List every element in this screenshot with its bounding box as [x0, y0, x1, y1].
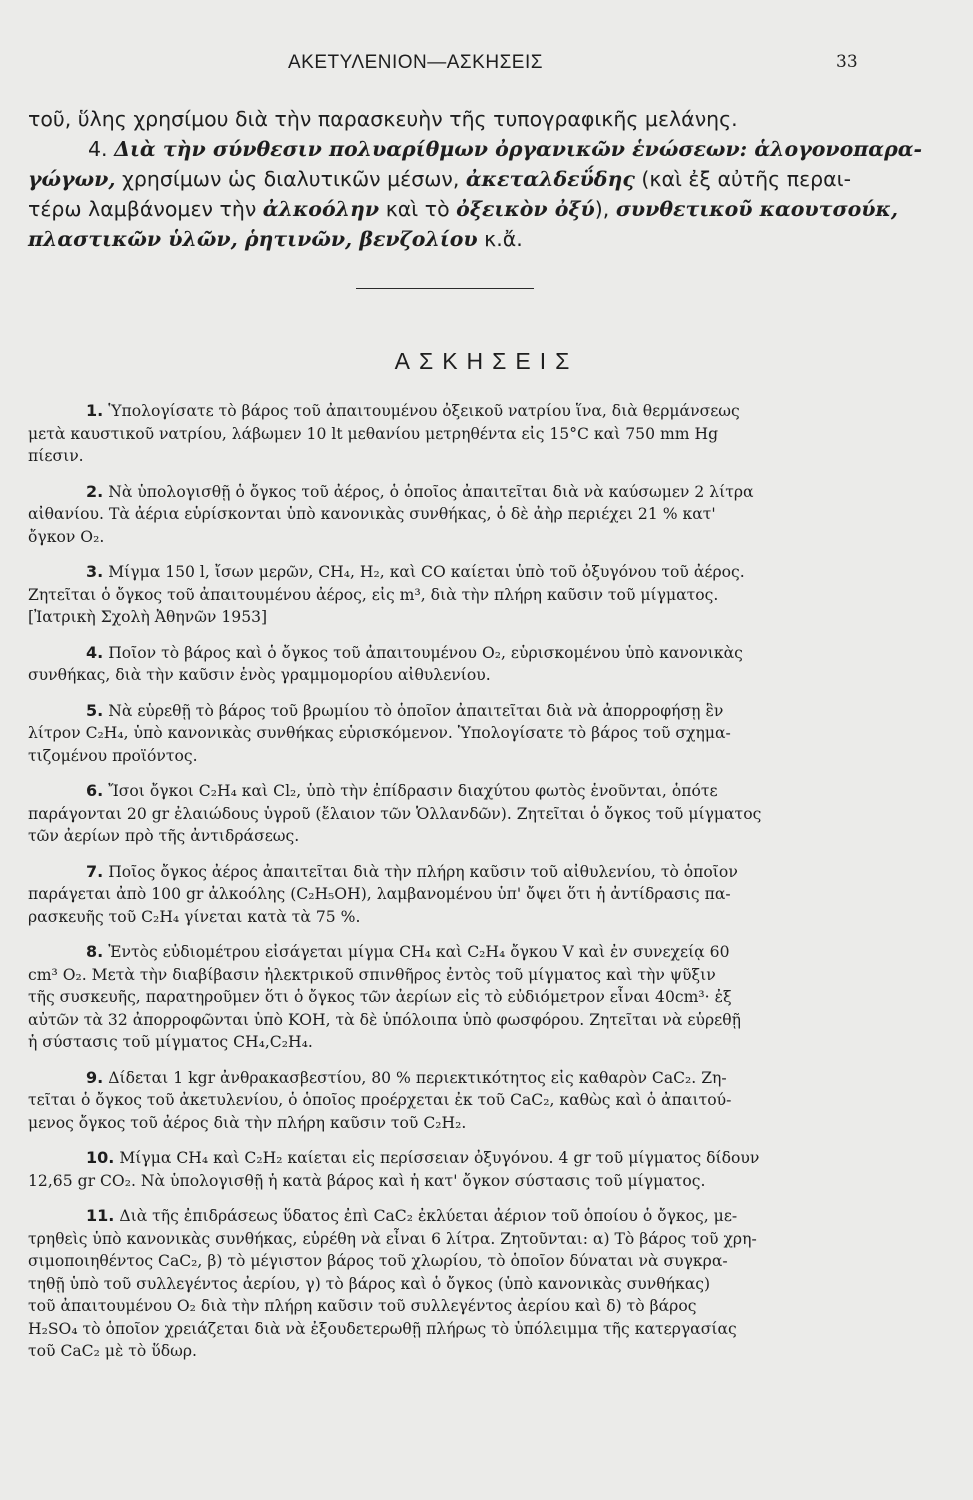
intro-text: ), [594, 197, 616, 221]
exercise-line [28, 561, 868, 584]
exercise-line: τῶν ἀερίων πρὸ τῆς ἀντιδράσεως. [28, 827, 300, 845]
exercise-line: τῆς συσκευῆς, παρατηροῦμεν ὅτι ὁ ὄγκος τῶν ἀερίων εἰς τὸ εὐδιόμετρον εἶναι 40cm³· ἐξ [28, 988, 732, 1006]
exercise-text: Νὰ ὑπολογισθῇ ὁ ὄγκος τοῦ ἀέρος, ὁ ὁποῖος ἀπαιτεῖται διὰ νὰ καύσωμεν 2 λίτρα [108, 482, 754, 501]
exercise-line: ρασκευῆς τοῦ C₂H₄ γίνεται κατὰ τὰ 75 %. [28, 907, 361, 926]
exercise-text: Μίγμα CH₄ καὶ C₂H₂ καίεται εἰς περίσσειαν ὀξυγόνου. 4 gr τοῦ μίγματος δίδουν [119, 1149, 760, 1167]
exercise-item [28, 941, 868, 1054]
exercise-item [28, 481, 868, 549]
exercise-number: 7. [86, 861, 104, 881]
intro-term: πλαστικῶν ὑλῶν, ῥητινῶν, βενζολίου [28, 227, 478, 251]
intro-text: (καὶ ἐξ αὐτῆς περαι- [634, 167, 852, 191]
exercise-number: 1. [86, 401, 104, 420]
exercise-item [28, 642, 868, 687]
running-title: ΑΚΕΤΥΛΕΝΙΟΝ—ΑΣΚΗΣΕΙΣ [288, 52, 544, 73]
exercise-text: Δίδεται 1 kgr ἀνθρακασβεστίου, 80 % περιεκτικότητος εἰς καθαρὸν CaC₂. Ζη- [108, 1068, 727, 1087]
exercise-number: 3. [86, 562, 104, 581]
exercise-text: Ὑπολογίσατε τὸ βάρος τοῦ ἀπαιτουμένου ὀξεικοῦ νατρίου ἵνα, διὰ θερμάνσεως [108, 402, 740, 420]
section-heading: ΑΣΚΗΣΕΙΣ [394, 348, 579, 374]
exercise-item [28, 561, 868, 629]
exercise-item [28, 1067, 868, 1135]
exercise-line [28, 1205, 868, 1228]
exercise-line: H₂SO₄ τὸ ὁποῖον χρειάζεται διὰ νὰ ἐξουδετερωθῇ πλήρως τὸ ὑπόλειμμα τῆς κατεργασίας [28, 1319, 737, 1338]
exercise-line: παράγονται 20 gr ἐλαιώδους ὑγροῦ (ἔλαιον τῶν Ὁλλανδῶν). Ζητεῖται ὁ ὄγκος τοῦ μίγματος [28, 804, 762, 823]
intro-line-3 [28, 164, 868, 194]
exercise-number: 10. [86, 1148, 115, 1167]
exercise-item [28, 400, 868, 468]
exercise-line [28, 1147, 868, 1170]
exercise-line: cm³ O₂. Μετὰ τὴν διαβίβασιν ἠλεκτρικοῦ σπινθῆρος ἐντὸς τοῦ μίγματος καὶ τὴν ψῦξιν [28, 965, 716, 984]
exercise-line [28, 642, 868, 665]
exercise-citation: [Ἰατρικὴ Σχολὴ Ἀθηνῶν 1953] [28, 608, 268, 626]
intro-text: κ.ἄ. [477, 227, 523, 251]
exercise-text: Ποῖον τὸ βάρος καὶ ὁ ὄγκος τοῦ ἀπαιτουμένου O₂, εὑρισκομένου ὑπὸ κανονικὰς [108, 643, 743, 662]
exercise-item [28, 700, 868, 768]
exercise-list [28, 400, 868, 1376]
intro-term: συνθετικοῦ καουτσούκ, [615, 197, 898, 221]
exercise-number: 4. [86, 642, 104, 662]
exercise-line: ὄγκον O₂. [28, 527, 105, 546]
exercise-number: 6. [86, 781, 104, 800]
exercise-line: πίεσιν. [28, 447, 84, 465]
exercise-line: τηθῇ ὑπὸ τοῦ συλλεγέντος ἀερίου, γ) τὸ βάρος καὶ ὁ ὄγκος (ὑπὸ κανονικὰς συνθήκας) [28, 1274, 711, 1293]
exercise-number: 9. [86, 1067, 104, 1087]
exercise-number: 8. [86, 942, 104, 961]
exercise-text: Διὰ τῆς ἐπιδράσεως ὕδατος ἐπὶ CaC₂ ἐκλύεται ἀέριον τοῦ ὁποίου ὁ ὄγκος, με- [119, 1207, 738, 1225]
intro-item-4 [28, 134, 923, 164]
exercise-line [28, 861, 868, 884]
intro-line-5 [28, 224, 868, 254]
exercise-line: τοῦ CaC₂ μὲ τὸ ὕδωρ. [28, 1342, 197, 1360]
exercise-line: λίτρον C₂H₄, ὑπὸ κανονικὰς συνθήκας εὑρισκόμενον. Ὑπολογίσατε τὸ βάρος τοῦ σχημα- [28, 724, 731, 742]
intro-line-4 [28, 194, 898, 224]
exercise-line: αἰθανίου. Τὰ ἀέρια εὑρίσκονται ὑπὸ κανονικὰς συνθήκας, ὁ δὲ ἀὴρ περιέχει 21 % κατ' [28, 505, 716, 523]
exercise-text: Μίγμα 150 l, ἴσων μερῶν, CH₄, H₂, καὶ CO καίεται ὑπὸ τοῦ ὀξυγόνου τοῦ ἀέρος. [108, 563, 745, 581]
exercise-item [28, 861, 868, 929]
exercise-item [28, 1205, 868, 1363]
page-header [0, 48, 973, 78]
exercise-line: τρηθεὶς ὑπὸ κανονικὰς συνθήκας, εὑρέθη νὰ εἶναι 6 λίτρα. Ζητοῦνται: α) Τὸ βάρος τοῦ χρη- [28, 1229, 757, 1248]
exercise-line [28, 780, 868, 803]
exercise-text: Ἴσοι ὄγκοι C₂H₄ καὶ Cl₂, ὑπὸ τὴν ἐπίδρασιν διαχύτου φωτὸς ἑνοῦνται, ὁπότε [108, 782, 718, 800]
intro-term: ἀκεταλδεΰδης [465, 167, 635, 191]
intro-term: ὀξεικὸν ὀξύ [456, 197, 595, 221]
exercise-line: συνθήκας, διὰ τὴν καῦσιν ἑνὸς γραμμομορίου αἰθυλενίου. [28, 666, 491, 684]
intro-item-title: Διὰ τὴν σύνθεσιν πολυαρίθμων ὀργανικῶν ἑνώσεων: ἁλογονοπαρα- [114, 137, 923, 161]
exercise-number: 5. [86, 700, 104, 720]
intro-line-1: τοῦ, ὕλης χρησίμου διὰ τὴν παρασκευὴν τῆς τυπογραφικῆς μελάνης. [28, 107, 738, 131]
exercise-line: σιμοποιηθέντος CaC₂, β) τὸ μέγιστον βάρος τοῦ χλωρίου, τὸ ὁποῖον δύναται νὰ συγκρα- [28, 1252, 728, 1270]
page-number: 33 [836, 52, 858, 72]
exercise-text: Ποῖος ὄγκος ἀέρος ἀπαιτεῖται διὰ τὴν πλήρη καῦσιν τοῦ αἰθυλενίου, τὸ ὁποῖον [108, 862, 738, 881]
exercise-line [28, 700, 868, 723]
exercise-line: τοῦ ἀπαιτουμένου O₂ διὰ τὴν πλήρη καῦσιν τοῦ συλλεγέντος ἀερίου καὶ δ) τὸ βάρος [28, 1297, 697, 1315]
exercise-line: παράγεται ἀπὸ 100 gr ἀλκοόλης (C₂H₅OH), λαμβανομένου ὑπ' ὄψει ὅτι ἡ ἀντίδρασις πα- [28, 885, 731, 903]
intro-paragraph [28, 104, 923, 254]
exercise-line: ἡ σύστασις τοῦ μίγματος CH₄,C₂H₄. [28, 1033, 313, 1051]
intro-text: χρησίμων ὡς διαλυτικῶν μέσων, [115, 167, 466, 191]
exercise-line: τιζομένου προϊόντος. [28, 746, 198, 765]
exercise-line: μετὰ καυστικοῦ νατρίου, λάβωμεν 10 lt μεθανίου μετρηθέντα εἰς 15°C καὶ 750 mm Hg [28, 424, 719, 443]
exercise-text: Ἐντὸς εὐδιομέτρου εἰσάγεται μίγμα CH₄ καὶ C₂H₄ ὄγκου V καὶ ἐν συνεχείᾳ 60 [108, 943, 730, 961]
exercise-line [28, 481, 868, 504]
intro-item-number: 4. [88, 137, 108, 161]
exercise-line: 12,65 gr CO₂. Νὰ ὑπολογισθῇ ἡ κατὰ βάρος καὶ ἡ κατ' ὄγκον σύστασις τοῦ μίγματος. [28, 1171, 706, 1190]
exercise-line: Ζητεῖται ὁ ὄγκος τοῦ ἀπαιτουμένου ἀέρος, εἰς m³, διὰ τὴν πλήρη καῦσιν τοῦ μίγματος. [28, 585, 719, 604]
exercise-number: 2. [86, 481, 104, 501]
exercise-line [28, 941, 868, 964]
exercise-text: Νὰ εὑρεθῇ τὸ βάρος τοῦ βρωμίου τὸ ὁποῖον ἀπαιτεῖται διὰ νὰ ἀπορροφήσῃ ἓν [108, 701, 724, 720]
exercise-number: 11. [86, 1206, 115, 1225]
exercise-item [28, 780, 868, 848]
intro-term: ἀλκοόλην [262, 197, 380, 221]
intro-term: γώγων, [28, 167, 116, 191]
exercise-line [28, 400, 868, 423]
exercise-line [28, 1067, 868, 1090]
section-divider [356, 288, 534, 289]
intro-text: καὶ τὸ [379, 197, 457, 221]
exercise-line: μενος ὄγκος τοῦ ἀέρος διὰ τὴν πλήρη καῦσιν τοῦ C₂H₂. [28, 1113, 467, 1132]
exercise-line: αὐτῶν τὰ 32 ἀπορροφῶνται ὑπὸ KOH, τὰ δὲ ὑπόλοιπα ὑπὸ φωσφόρου. Ζητεῖται νὰ εὑρεθῇ [28, 1010, 741, 1029]
exercise-line: τεῖται ὁ ὄγκος τοῦ ἀκετυλενίου, ὁ ὁποῖος προέρχεται ἐκ τοῦ CaC₂, καθὼς καὶ ὁ ἀπαιτού- [28, 1091, 732, 1109]
intro-text: τέρω λαμβάνομεν τὴν [28, 197, 263, 221]
exercise-item [28, 1147, 868, 1192]
